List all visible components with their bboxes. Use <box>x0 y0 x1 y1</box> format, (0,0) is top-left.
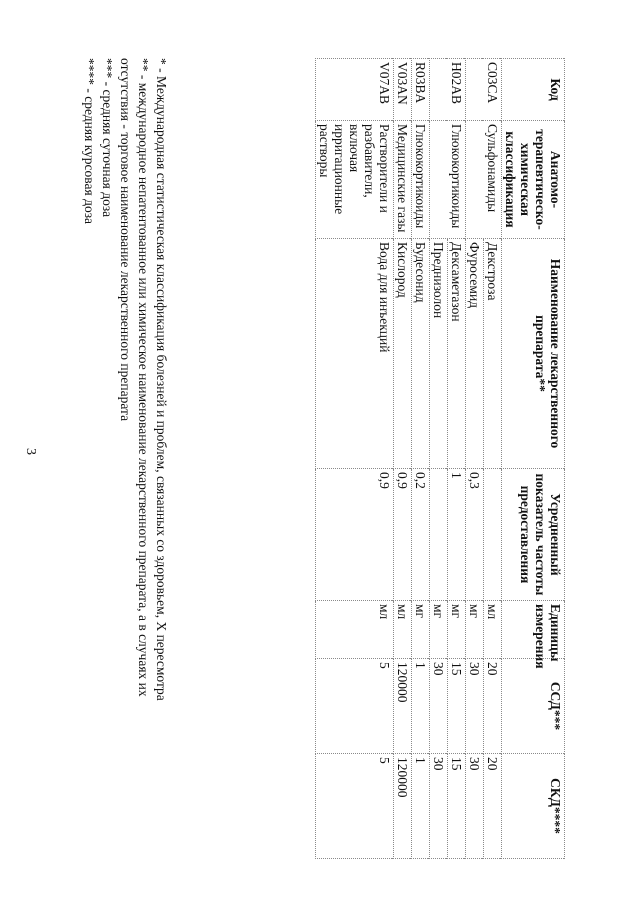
table-row <box>448 59 466 859</box>
cell-code: C03CA <box>466 59 502 121</box>
rotated-content <box>45 58 565 858</box>
table-row <box>412 59 430 859</box>
cell-skd: 1 <box>412 754 430 859</box>
cell-skd: 5 <box>316 754 394 859</box>
header-frequency: Усредненный показатель частоты предоставления <box>502 469 565 601</box>
cell-atc: Сульфонамиды <box>466 121 502 239</box>
cell-atc: Растворители и разбавители, включая ирригационные растворы <box>316 121 394 239</box>
cell-units: мл <box>484 601 502 659</box>
cell-drug: Декстроза <box>484 239 502 469</box>
cell-skd: 30 <box>466 754 484 859</box>
cell-drug: Дексаметазон <box>448 239 466 469</box>
header-ssd: ССД*** <box>502 659 565 754</box>
cell-frequency: 0,3 <box>466 469 484 601</box>
footnote-icd: * - Международная статистическая классификация болезней и проблем, связанных со здоровьем, X пересмотра <box>154 58 169 701</box>
cell-atc: Медицинские газы <box>394 121 412 239</box>
footnote-ssd: *** - средняя суточная доза <box>100 58 115 218</box>
cell-drug: Фуросемид <box>466 239 484 469</box>
cell-units: мг <box>466 601 484 659</box>
cell-code: H02AB <box>430 59 466 121</box>
footnote-skd: **** - средняя курсовая доза <box>82 58 97 225</box>
cell-ssd: 120000 <box>394 659 412 754</box>
cell-units: мг <box>430 601 448 659</box>
cell-frequency: 0,9 <box>394 469 412 601</box>
table-row <box>394 59 412 859</box>
header-row <box>502 59 565 859</box>
cell-ssd: 5 <box>316 659 394 754</box>
cell-ssd: 1 <box>412 659 430 754</box>
header-code: Код <box>502 59 565 121</box>
cell-skd: 20 <box>484 754 502 859</box>
table-row <box>484 59 502 859</box>
cell-drug: Вода для инъекций <box>316 239 394 469</box>
header-skd: СКД**** <box>502 754 565 859</box>
table-row <box>316 59 394 859</box>
header-atc: Анатомо-терапевтическо-химическая классификация <box>502 121 565 239</box>
header-drug: Наименование лекарственного препарата** <box>502 239 565 469</box>
cell-units: мл <box>316 601 394 659</box>
cell-drug: Кислород <box>394 239 412 469</box>
cell-skd: 15 <box>448 754 466 859</box>
cell-code: V07AB <box>316 59 394 121</box>
header-units: Единицы измерения <box>502 601 565 659</box>
cell-units: мг <box>448 601 466 659</box>
cell-atc: Глюкокортикоиды <box>430 121 466 239</box>
cell-skd: 120000 <box>394 754 412 859</box>
cell-frequency: 0,9 <box>316 469 394 601</box>
cell-drug: Будесонид <box>412 239 430 469</box>
cell-atc: Глюкокортикоиды <box>412 121 430 239</box>
cell-units: мг <box>412 601 430 659</box>
footnote-inn-cont: отсутствия - торговое наименование лекарственного препарата <box>118 58 133 422</box>
cell-frequency <box>484 469 502 601</box>
page-number: 3 <box>23 448 38 455</box>
cell-ssd: 30 <box>430 659 448 754</box>
footnotes <box>80 58 170 858</box>
drug-table <box>315 58 565 859</box>
cell-frequency <box>430 469 448 601</box>
cell-skd: 30 <box>430 754 448 859</box>
cell-units: мл <box>394 601 412 659</box>
cell-drug: Преднизолон <box>430 239 448 469</box>
cell-ssd: 15 <box>448 659 466 754</box>
cell-ssd: 20 <box>484 659 502 754</box>
cell-frequency: 0,2 <box>412 469 430 601</box>
footnote-inn: ** - международное непатентованное или химическое наименование лекарственного препарата, а в случаях их <box>136 58 151 697</box>
cell-ssd: 30 <box>466 659 484 754</box>
cell-code: V03AN <box>394 59 412 121</box>
cell-frequency: 1 <box>448 469 466 601</box>
cell-code: R03BA <box>412 59 430 121</box>
